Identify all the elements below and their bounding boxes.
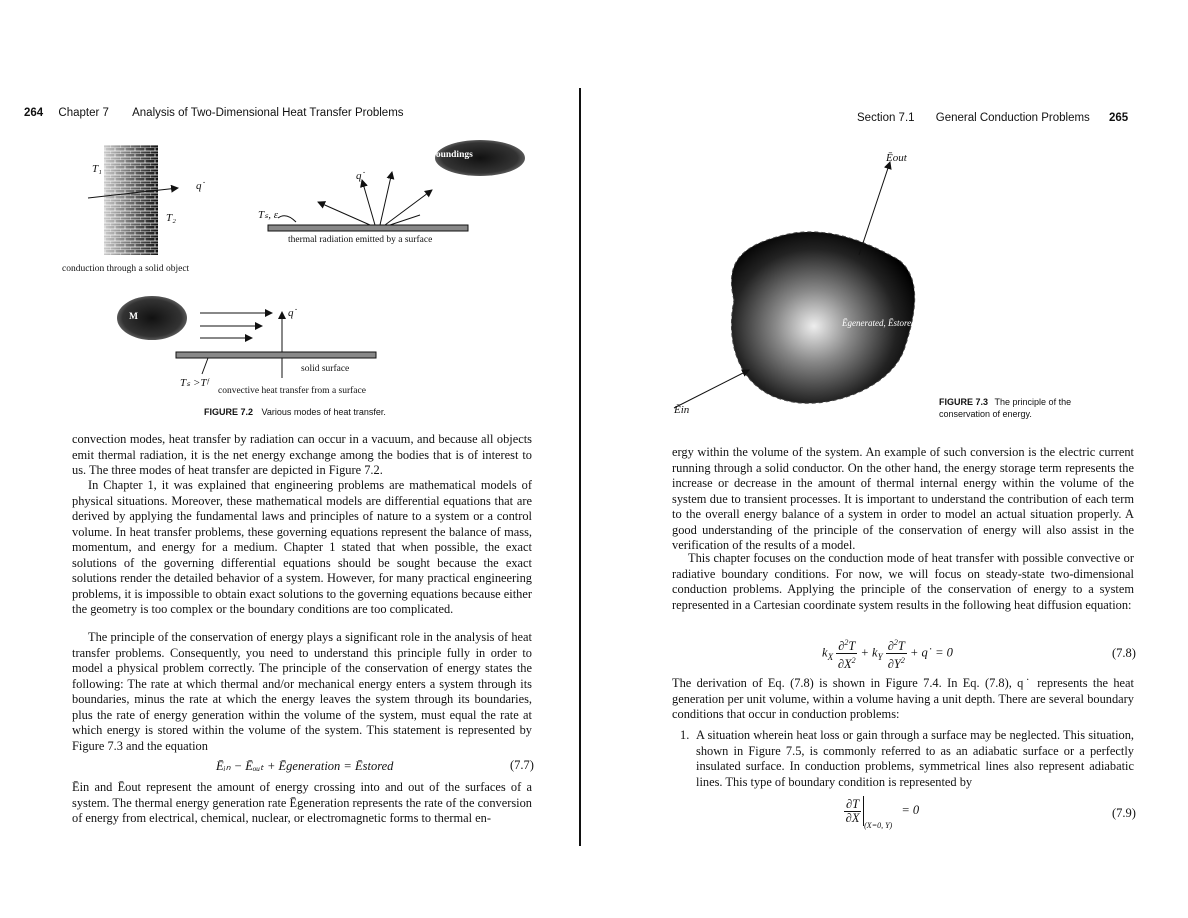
conduction-wall <box>104 145 158 255</box>
convection-caption: convective heat transfer from a surface <box>218 386 366 396</box>
figure-caption-text: Various modes of heat transfer. <box>261 407 386 417</box>
convection-arrows <box>200 312 282 378</box>
equation-7-9-number: (7.9) <box>1112 806 1136 820</box>
page-number: 265 <box>1109 112 1129 124</box>
list-item-1: A situation wherein heat loss or gain through a surface may be neglected. This situation, shown in Figure 7.5, is commonly referred to as an adiabatic surface or a perfectly insulated surface. In conduction problems, symmetrical lines also represent adiabatic lines. This type of boundary condition is represented by <box>696 728 1134 789</box>
surroundings-label: Surroundings <box>417 150 473 160</box>
e-gen-stored-label: Ēgenerated, Ēstored <box>842 318 916 328</box>
paragraph-2: This chapter focuses on the conduction mode of heat transfer with possible convective or radiative boundary conditions. For now, we will focus on steady-state two-dimensional conduction problems. Applying the principle of the conservation of energy to a system represented in a Cartesian coordinate system results in the following heat diffusion equation: <box>672 551 1134 612</box>
conduction-caption: conduction through a solid object <box>62 264 190 274</box>
paragraph-1: convection modes, heat transfer by radiation can occur in a vacuum, and because all objects emit thermal radiation, it is the net energy exchange among the bodies that is of interest to us. The three modes of heat transfer are depicted in Figure 7.2. <box>72 432 532 477</box>
solid-surface-label: solid surface <box>301 364 350 374</box>
ts-eps-label: Tₛ, ε <box>258 209 279 221</box>
running-title: Analysis of Two-Dimensional Heat Transfer Problems <box>132 107 404 119</box>
figure-7-2 <box>0 130 560 420</box>
figure-caption-text: The principle of the conservation of energy. <box>939 397 1072 419</box>
e-in-label: Ēin <box>674 404 690 416</box>
eq9-subscript: (X=0, Y) <box>864 820 893 830</box>
running-title: General Conduction Problems <box>935 112 1090 124</box>
t1-label: T₁ <box>92 163 102 175</box>
paragraph-2: In Chapter 1, it was explained that engineering problems are mathematical models of physical situations. Moreover, these mathematical models are differential equations that are derived by applying the fundamental laws and principles of nature to a system or a control volume. In heat transfer problems, these governing equations represent the balance of mass, momentum, and energy for a medium. Chapter 1 stated that when possible, the exact solutions of the governing differential equations should be sought because the exact solutions render the detailed behavior of a system. However, for many practical engineering problems, it is impossible to obtain exact solutions to the governing equations because either the geometry is too complex or the boundary conditions are too complicated. <box>72 478 532 616</box>
paragraph-3: The derivation of Eq. (7.8) is shown in Figure 7.4. In Eq. (7.8), q˙ represents the heat generation per unit volume, within a volume having a unit depth. There are several boundary conditions that occur in conduction problems: <box>672 676 1134 721</box>
energy-in-arrow <box>674 370 749 408</box>
radiation-surface <box>268 225 468 231</box>
medium-label: M <box>129 312 138 322</box>
page-number: 264 <box>24 107 44 119</box>
radiation-caption: thermal radiation emitted by a surface <box>288 235 433 245</box>
list-item-number: 1. <box>680 728 690 742</box>
radiation-arrows <box>278 172 432 225</box>
figure-label: FIGURE 7.2 <box>204 407 254 417</box>
paragraph-3: The principle of the conservation of energy plays a significant role in the analysis of heat transfer problems. Consequently, you need to understand this principle fully in order to model a physical problem correctly. The principle of the conservation of energy states the following: The rate at which thermal and/or mechanical energy enters a system through its boundaries, minus the rate at which the energy leaves the system through its boundaries, plus the rate of energy generation within the volume of the system, must equal the rate at which energy is stored within the volume of the system. This statement is represented by Figure 7.3 and the equation <box>72 630 532 753</box>
e-out-label: Ēout <box>886 152 907 164</box>
ts-tf-label: Tₛ >Tᶠ <box>180 377 209 389</box>
figure-7-3 <box>664 150 1024 430</box>
figure-label: FIGURE 7.3 <box>939 397 989 407</box>
convection-surface <box>176 352 376 358</box>
paragraph-4: Ēin and Ēout represent the amount of energy crossing into and out of the surfaces of a system. The thermal energy generation rate Ēgeneration represents the rate of the conversion of energy from electrical, chemical, nuclear, or electromagnetic forms to thermal en- <box>72 780 532 825</box>
t2-label: T₂ <box>166 212 176 224</box>
figure-7-3-caption <box>939 396 1089 420</box>
equation-7-7-number: (7.7) <box>510 758 534 772</box>
fluid-cloud <box>117 296 187 340</box>
right-page <box>584 0 1188 918</box>
figure-7-2-caption <box>204 407 386 417</box>
left-page <box>0 0 580 918</box>
energy-out-arrow <box>859 162 890 255</box>
right-running-header <box>857 112 1128 124</box>
gutter-divider <box>579 88 581 846</box>
equation-7-9: $\frac{\partial T}{\partial X}$ $_{(X=0, Y)}$ = 0 <box>845 796 920 830</box>
paragraph-1: ergy within the volume of the system. An example of such conversion is the electric current running through a solid conductor. On the other hand, the energy storage term represents the increase or decrease in the amount of thermal internal energy within the volume of the system due to transient processes. It is important to understand the contribution of each term to the overall energy balance of a system in order to model an actual situation properly. A good understanding of the principle of the conservation of energy will also assist in the verification of the results of a model. <box>672 445 1134 552</box>
convection-q-label: q˙ <box>288 307 298 319</box>
equation-7-8: $k_X$ $\frac{\partial^2T}{\partial X^2}$ + $k_Y$ $\frac{\partial^2T}{\partial Y^2}$ + q˙ = 0 <box>822 638 953 672</box>
equation-7-7: Ēᵢₙ − Ēₒᵤₜ + Ēgeneration = Ēstored <box>216 759 394 773</box>
radiation-q-label: q˙ <box>356 170 366 182</box>
chapter-label: Chapter 7 <box>58 107 109 119</box>
left-running-header <box>24 107 404 119</box>
q-dot-label: q˙ <box>196 180 206 192</box>
equation-7-8-number: (7.8) <box>1112 646 1136 660</box>
section-label: Section 7.1 <box>857 112 915 124</box>
